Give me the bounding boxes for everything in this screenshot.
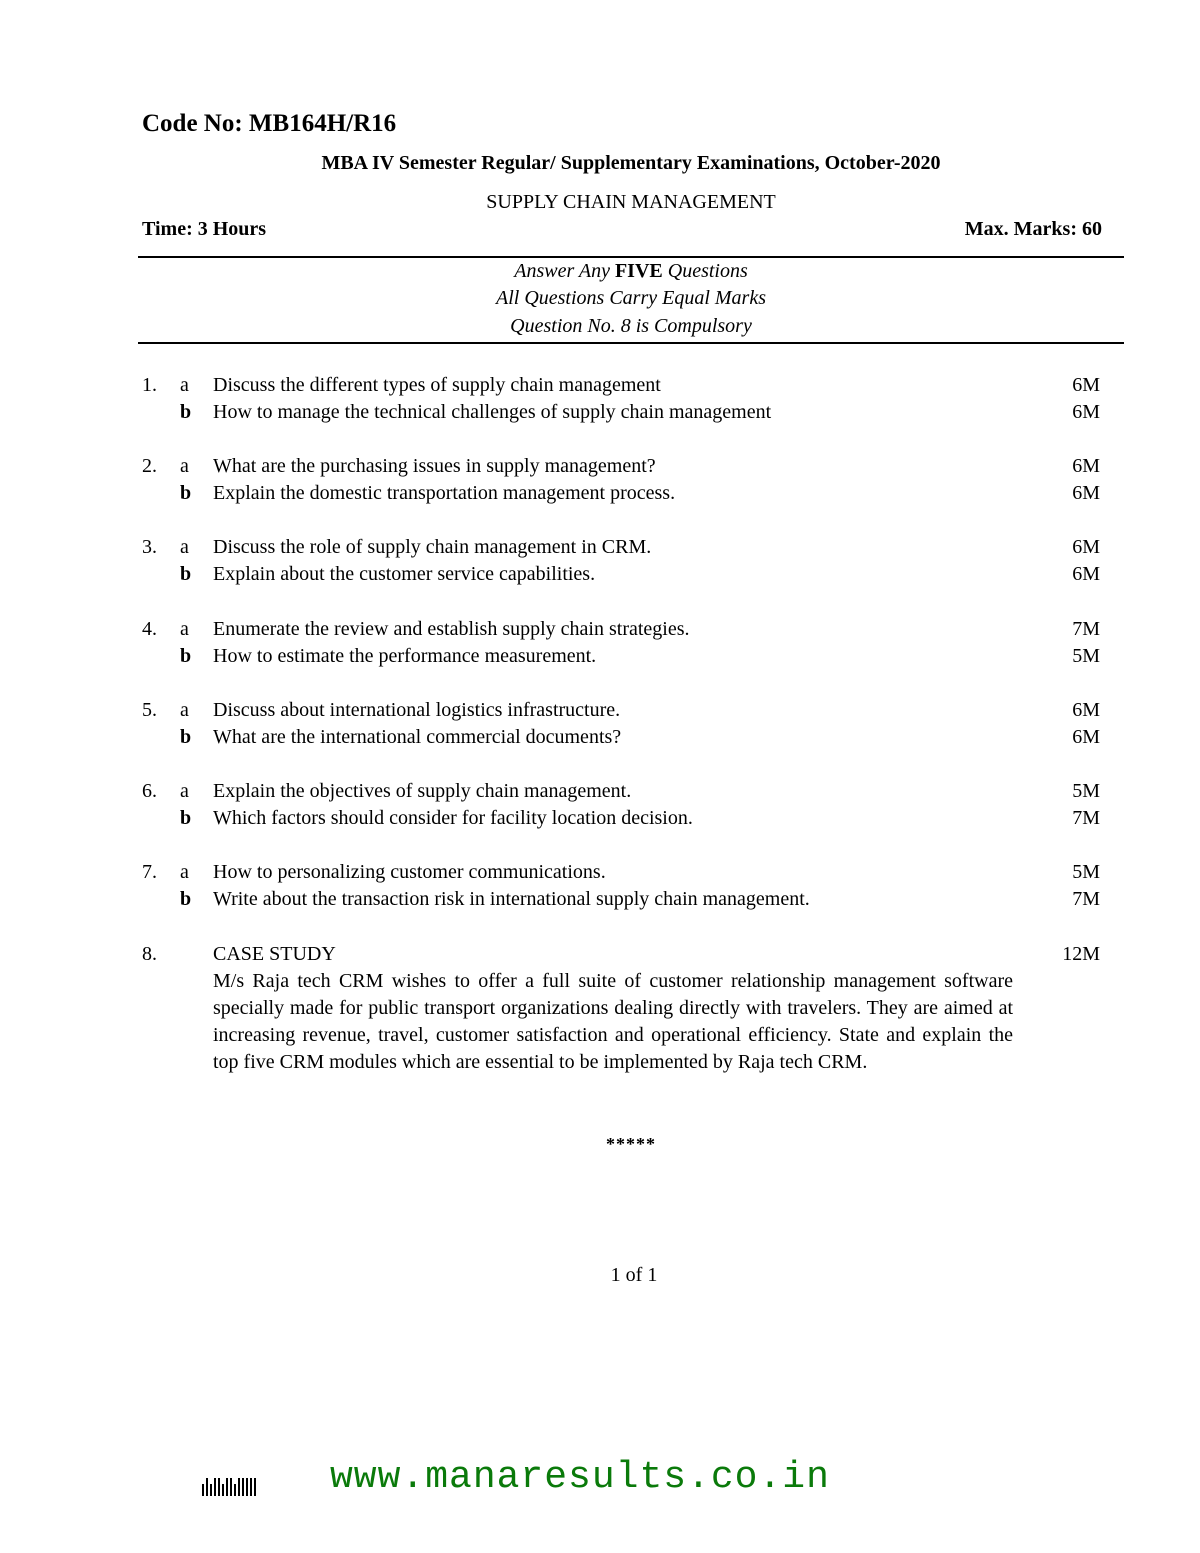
question-text: Enumerate the review and establish supply chain strategies. bbox=[213, 618, 690, 640]
bottom-divider bbox=[138, 342, 1124, 344]
part-label: a bbox=[180, 618, 189, 640]
question-text: Explain the objectives of supply chain management. bbox=[213, 780, 632, 802]
marks: 6M bbox=[1072, 726, 1100, 748]
part-label: a bbox=[180, 780, 189, 802]
part-label: b bbox=[180, 563, 192, 585]
part-label: b bbox=[180, 888, 192, 910]
marks: 6M bbox=[1072, 455, 1100, 477]
part-label: b bbox=[180, 645, 192, 667]
question-number: 3. bbox=[142, 536, 157, 558]
question-text: Explain about the customer service capabilities. bbox=[213, 563, 596, 585]
question-text: Discuss about international logistics infrastructure. bbox=[213, 699, 621, 721]
subject-title: SUPPLY CHAIN MANAGEMENT bbox=[486, 191, 776, 213]
instruction-equal-marks: All Questions Carry Equal Marks bbox=[496, 287, 766, 309]
part-label: a bbox=[180, 699, 189, 721]
question-8 bbox=[0, 941, 1200, 968]
case-study-body: M/s Raja tech CRM wishes to offer a full suite of customer relationship management software specially made for public transport organizations dealing directly with travelers. They are aimed at increasing revenue, travel, customer satisfaction and operational efficiency. State and explain the top five CRM modules which are essential to be implemented by Raja tech CRM. bbox=[213, 970, 1013, 1073]
part-label: b bbox=[180, 807, 192, 829]
marks: 7M bbox=[1072, 807, 1100, 829]
marks: 12M bbox=[1062, 943, 1100, 965]
question-text: How to estimate the performance measurement. bbox=[213, 645, 597, 667]
question-text: Write about the transaction risk in international supply chain management. bbox=[213, 888, 810, 910]
question-text: Discuss the different types of supply chain management bbox=[213, 374, 661, 396]
marks: 6M bbox=[1072, 536, 1100, 558]
question-1 bbox=[0, 372, 1200, 426]
question-text: How to manage the technical challenges of supply chain management bbox=[213, 401, 772, 423]
marks: 6M bbox=[1072, 401, 1100, 423]
question-5 bbox=[0, 697, 1200, 751]
instruction-compulsory: Question No. 8 is Compulsory bbox=[510, 315, 752, 337]
max-marks: Max. Marks: 60 bbox=[964, 218, 1102, 240]
part-label: a bbox=[180, 536, 189, 558]
footer-website: www.manaresults.co.in bbox=[330, 1456, 830, 1499]
marks: 6M bbox=[1072, 374, 1100, 396]
instruction-answer-five: Answer Any FIVE Questions bbox=[514, 260, 748, 282]
end-marker: ***** bbox=[606, 1134, 656, 1154]
question-3 bbox=[0, 534, 1200, 588]
marks: 6M bbox=[1072, 563, 1100, 585]
marks: 7M bbox=[1072, 618, 1100, 640]
part-label: a bbox=[180, 861, 189, 883]
part-label: a bbox=[180, 455, 189, 477]
question-text: How to personalizing customer communications. bbox=[213, 861, 606, 883]
question-number: 7. bbox=[142, 861, 157, 883]
question-2 bbox=[0, 453, 1200, 507]
question-number: 8. bbox=[142, 943, 157, 965]
question-7 bbox=[0, 859, 1200, 913]
code-number: Code No: MB164H/R16 bbox=[142, 110, 397, 137]
marks: 7M bbox=[1072, 888, 1100, 910]
marks: 5M bbox=[1072, 780, 1100, 802]
question-number: 4. bbox=[142, 618, 157, 640]
question-number: 2. bbox=[142, 455, 157, 477]
marks: 5M bbox=[1072, 861, 1100, 883]
question-number: 1. bbox=[142, 374, 157, 396]
question-number: 6. bbox=[142, 780, 157, 802]
marks: 6M bbox=[1072, 699, 1100, 721]
part-label: b bbox=[180, 401, 192, 423]
top-divider bbox=[138, 256, 1124, 258]
question-text: What are the purchasing issues in supply management? bbox=[213, 455, 656, 477]
case-study-title: CASE STUDY bbox=[213, 943, 336, 965]
page-number: 1 of 1 bbox=[610, 1264, 658, 1286]
exam-title: MBA IV Semester Regular/ Supplementary Examinations, October-2020 bbox=[321, 152, 941, 174]
barcode-icon bbox=[202, 1478, 258, 1496]
part-label: b bbox=[180, 726, 192, 748]
part-label: b bbox=[180, 482, 192, 504]
question-text: Discuss the role of supply chain management in CRM. bbox=[213, 536, 652, 558]
question-6 bbox=[0, 778, 1200, 832]
marks: 6M bbox=[1072, 482, 1100, 504]
part-label: a bbox=[180, 374, 189, 396]
question-text: Which factors should consider for facility location decision. bbox=[213, 807, 693, 829]
question-4 bbox=[0, 616, 1200, 670]
question-number: 5. bbox=[142, 699, 157, 721]
question-text: Explain the domestic transportation management process. bbox=[213, 482, 676, 504]
marks: 5M bbox=[1072, 645, 1100, 667]
exam-time: Time: 3 Hours bbox=[142, 218, 267, 240]
question-text: What are the international commercial documents? bbox=[213, 726, 622, 748]
